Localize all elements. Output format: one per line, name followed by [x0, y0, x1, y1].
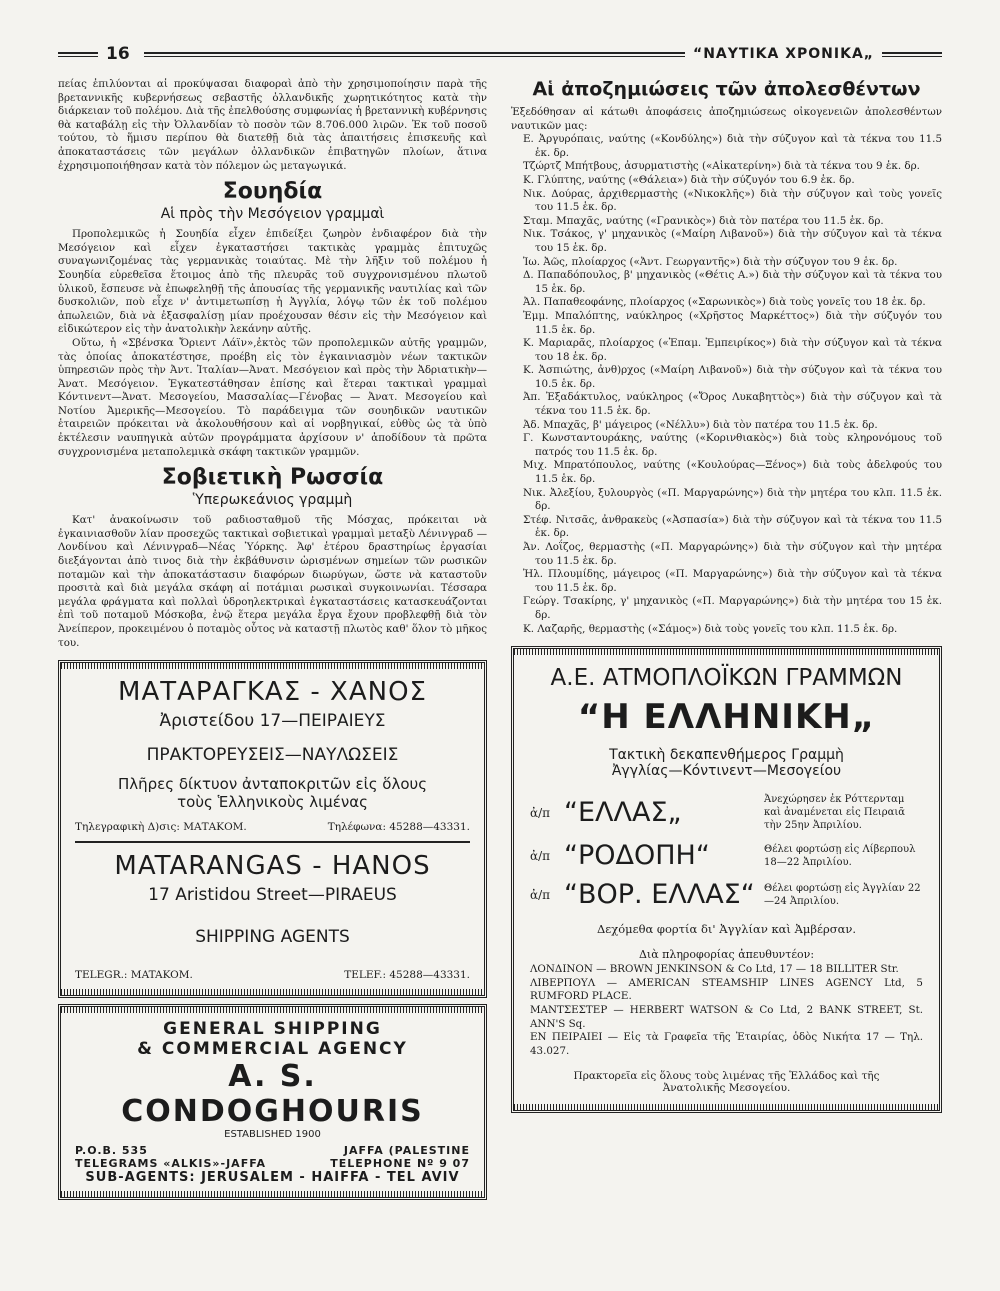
ad-cond-telephone: TELEPHONE Nº 9 07: [330, 1157, 470, 1171]
claim-entry: Δ. Παπαδόπουλος, β' μηχανικὸς («Θέτις Α.») διὰ τὴν σύζυγον καὶ τὰ τέκνα του 15 ἑκ. δρ.: [523, 269, 942, 295]
ship-note: Θέλει φορτώσῃ εἰς Ἀγγλίαν 22—24 Ἀπριλίου.: [764, 882, 921, 907]
ad-border-hatch: [61, 1191, 484, 1197]
ad-cond-line1: GENERAL SHIPPING: [163, 1019, 382, 1040]
claim-entry: Νικ. Τσάκος, γ' μηχανικὸς («Μαίρη Λιβανοῦ») διὰ τὴν σύζυγον καὶ τὰ τέκνα του 15 ἑκ. δρ.: [523, 228, 942, 254]
ship-row: [530, 840, 923, 871]
ship-prefix: ἀ/π: [530, 848, 551, 863]
ad-hell-footer: Πρακτορεῖα εἰς ὅλους τοὺς λιμένας τῆς Ἑλλάδος καὶ τῆς Ἀνατολικῆς Μεσογείου.: [573, 1070, 880, 1095]
claims-heading: Αἱ ἀποζημιώσεις τῶν ἀπολεσθέντων: [532, 78, 921, 100]
ship-row: [530, 793, 923, 832]
ship-prefix: ἀ/π: [530, 887, 551, 902]
russia-paragraph: Κατ' ἀνακοίνωσιν τοῦ ραδιοσταθμοῦ τῆς Μόσχας, πρόκειται νὰ ἐγκαινιασθοῦν λίαν προσεχῶς τακτικαὶ σοβιετικαὶ γραμμαὶ μεταξὺ Λένινγραδ —Λονδίνου καὶ Λένινγραδ—Νέας Ὑόρκης. Ἀφ' ἑτέρου δραστηρίως ἐργασίαι διεξάγονται ἀπὸ τινος διὰ τὴν ἐκβάθυνσιν ὡρισμένων σημείων τῶν ρωσικῶν ποταμῶν καὶ τὴν ἀποκατάστασιν διαφόρων διωρύγων, ὥστε νὰ καταστοῦν προσιτὰ καὶ διὰ μεγάλα σκάφη αἱ ποτάμιαι ρωσικαὶ συγκοινωνίαι. Τέσσαρα μεγάλα φράγματα καὶ πολλαὶ ὑδροηλεκτρικαὶ ἐγκαταστάσεις κατασκευάζονται ἐπὶ τοῦ ποταμοῦ Μόσκοβα, ἐνῷ ἕτερα μεγάλα ἔργα ἔχουν προβλεφθῇ διὰ τὸν Ἀνείπερον, προκειμένου ὁ ποταμὸς οὗτος νὰ καταστῇ πλωτὸς καθ' ὅλον τὸ μῆκος του.: [58, 514, 487, 649]
ad-border-hatch: [514, 1104, 939, 1110]
page-number: 16: [58, 44, 130, 64]
ad-cond-row2: [75, 1157, 470, 1170]
ad-hell-line-type: Τακτικὴ δεκαπενθήμερος Γραμμὴ: [609, 747, 844, 764]
head-rule: [144, 52, 685, 57]
ad-cond-established: ESTABLISHED 1900: [224, 1129, 321, 1141]
ad-name-english: MATARANGAS - HANOS: [114, 851, 431, 882]
claim-entry: Κ. Ἀσπιώτης, ἀνθ)ρχος («Μαίρη Λιβανοῦ») διὰ τὴν σύζυγον καὶ τὰ τέκνα του 10.5 ἑκ. δρ.: [523, 364, 942, 390]
ad-hell-cargo: Δεχόμεθα φορτία δι' Ἀγγλίαν καὶ Ἀμβέρσαν.: [597, 922, 856, 937]
russia-subheading: Ὑπερωκεάνιος γραμμὴ: [192, 492, 353, 509]
ad-services-greek: ΠΡΑΚΤΟΡΕΥΣΕΙΣ—ΝΑΥΛΩΣΕΙΣ: [146, 745, 399, 766]
sweden-subheading: Αἱ πρὸς τὴν Μεσόγειον γραμμαὶ: [160, 206, 385, 223]
ship-row: [530, 879, 923, 910]
left-column: [58, 78, 487, 1200]
agent-entry: ΛΙΒΕΡΠΟΥΛ — AMERICAN STEAMSHIP LINES AGENCY Ltd, 5 RUMFORD PLACE.: [530, 976, 923, 1003]
ad-hell-brand: “Η ΕΛΛΗΝΙΚΗ„: [577, 697, 876, 738]
claim-entry: Στέφ. Νιτσᾶς, ἀνθρακεὺς («Ἀσπασία») διὰ τὴν σύζυγον καὶ τὰ τέκνα του 11.5 ἑκ. δρ.: [523, 513, 942, 540]
claim-entry: Ἠλ. Πλουμίδης, μάγειρος («Π. Μαργαρώνης») διὰ τὴν σύζυγον καὶ τὰ τέκνα του 11.5 ἑκ. δρ.: [523, 568, 942, 594]
agent-entry: ΛΟΝΔΙΝΟΝ — BROWN JENKINSON & Co Ltd, 17 — 18 BILLITER Str.: [530, 963, 899, 976]
ad-condoghouris: [58, 1004, 487, 1200]
claims-list: [511, 133, 942, 636]
ad-contact-greek: [75, 821, 470, 833]
ad-services-english: SHIPPING AGENTS: [195, 927, 350, 948]
ad-hell-company: Α.Ε. ΑΤΜΟΠΛΟΪΚΩΝ ΓΡΑΜΜΩΝ: [550, 665, 903, 692]
claim-entry: Ἐμμ. Μπαλόπτης, ναύκληρος («Χρῆστος Μαρκέττος») διὰ τὴν σύζυγόν του 11.5 ἑκ. δρ.: [523, 309, 942, 336]
agent-entry: ΕΝ ΠΕΙΡΑΙΕΙ — Εἰς τὰ Γραφεῖα τῆς Ἑταιρίας, ὁδὸς Νικήτα 17 — Τηλ. 43.027.: [530, 1031, 923, 1057]
ad-hell-info-head: Διὰ πληροφορίας ἀπευθυντέον:: [638, 948, 815, 962]
ad-network-greek: Πλῆρες δίκτυον ἀνταποκριτῶν εἰς ὅλους τοὺς Ἑλληνικοὺς λιμένας: [117, 775, 428, 812]
claim-entry: Γ. Κωνσταντουράκης, ναύτης («Κορινθιακὸς») διὰ τοὺς κληρονόμους τοῦ πατρός του 11.5 ἑκ. δρ.: [523, 432, 942, 458]
ad-phone-english: TELEF.: 45288—43331.: [344, 969, 470, 982]
sweden-heading: Σουηδία: [222, 179, 323, 205]
claims-intro: Ἐξεδόθησαν αἱ κάτωθι ἀποφάσεις ἀποζημιώσεως οἰκογενειῶν ἀπολεσθέντων ναυτικῶν μας:: [511, 106, 942, 132]
claim-entry: Κ. Γλύπτης, ναύτης («Θάλεια») διὰ τὴν σύζυγόν του 6.9 ἑκ. δρ.: [523, 173, 855, 186]
claim-entry: Μιχ. Μπρατόπουλος, ναύτης («Κουλούρας—Ξένος») διὰ τοὺς ἀδελφούς του 11.5 ἑκ. δρ.: [523, 459, 942, 486]
ship-name: “ΒΟΡ. ΕΛΛΑΣ“: [564, 879, 755, 911]
right-column: [511, 78, 942, 1200]
ad-cond-city: JAFFA (PALESTINE: [343, 1144, 470, 1158]
claim-entry: Τζώρτζ Μπήτβους, ἀσυρματιστὴς («Αἰκατερίνη») διὰ τὰ τέκνα του 9 ἑκ. δρ.: [523, 160, 920, 173]
ad-address-greek: Ἀριστείδου 17—ΠΕΙΡΑΙΕΥΣ: [159, 711, 386, 732]
claim-entry: Ε. Ἀργυρόπαις, ναύτης («Κονδύλης») διὰ τὴν σύζυγον καὶ τὰ τέκνα του 11.5 ἑκ. δρ.: [523, 133, 942, 159]
ad-phone-greek: Τηλέφωνα: 45288—43331.: [327, 821, 470, 834]
claim-entry: Νικ. Ἀλεξίου, ξυλουργὸς («Π. Μαργαρώνης») διὰ τὴν μητέρα του κλπ. 11.5 ἑκ. δρ.: [523, 486, 942, 513]
ad-cond-row1: [75, 1144, 470, 1157]
ad-name-greek: ΜΑΤΑΡΑΓΚΑΣ - ΧΑΝΟΣ: [118, 677, 427, 708]
ad-telegraph-english: TELEGR.: MATAKOM.: [75, 969, 193, 982]
ad-hell-route: Ἀγγλίας—Κόντινεντ—Μεσογείου: [611, 763, 842, 780]
ad-cond-telegrams: TELEGRAMS «ALKIS»-JAFFA: [75, 1157, 266, 1171]
masthead: “ΝΑΥΤΙΚΑ ΧΡΟΝΙΚΑ„: [693, 46, 874, 62]
ad-cond-pob: P.O.B. 535: [75, 1144, 148, 1158]
ad-cond-subagents: SUB-AGENTS: JERUSALEM - HAIFFA - TEL AVIV: [85, 1170, 460, 1186]
claim-entry: Ἀπ. Ἐξαδάκτυλος, ναύκληρος («Ὄρος Λυκαβηττὸς») διὰ τὴν σύζυγον καὶ τὰ τέκνα του 11.5 ἑκ. δρ.: [523, 391, 942, 418]
sweden-paragraph: Οὕτω, ἡ «Σβένσκα Ὄριεντ Λάϊν»,ἐκτὸς τῶν προπολεμικῶν αὐτῆς γραμμῶν, τὰς ὁποίας ἀποκατέστησε, προέβη εἰς τὸν ἐγκαινιασμὸν νέων τακτικῶν ὑπηρεσιῶν πρὸς τὴν Ἀντ. Ἰταλίαν—Ἀνατ. Μεσόγειον καὶ πρὸς τὴν Ἀδριατικὴν—Ἀνατ. Μεσόγειον. Ἐγκατεστάθησαν ἐπίσης καὶ ἕτεραι τακτικαὶ γραμμαὶ Κόντινεντ—Ἀνατ. Μεσογείου, Μασσαλίας—Γένοβας — Ἀνατ. Μεσογείου καὶ Νοτίου Ἀμερικῆς—Μεσογείου. Τὸ παράδειγμα τῶν σουηδικῶν ναυτικῶν ἑταιρειῶν πρόκειται νὰ ἀκολουθήσουν καὶ αἱ νορβηγικαί, εὐθὺς ὡς τὰ ὑπὸ ἐκτέλεσιν ναυπηγικὰ αὐτῶν προγράμματα ἀρχίσουν ν' ἀποδίδουν τὰ πρῶτα συγχρονισμένα μεταπολεμικὰ σκάφη τακτικῶν γραμμῶν.: [58, 336, 487, 458]
running-head: [58, 40, 942, 68]
ship-note: Ἀνεχώρησεν ἐκ Ρόττερνταμ καὶ ἀναμένεται εἰς Πειραιᾶ τὴν 25ην Ἀπριλίου.: [764, 794, 906, 832]
sweden-paragraph: Προπολεμικῶς ἡ Σουηδία εἶχεν ἐπιδείξει ζωηρὸν ἐνδιαφέρον διὰ τὴν Μεσόγειον καὶ εἶχεν ἐγκαταστήσει τακτικὰς γραμμὰς ἐπιτυχῶς συναγωνιζομένας τὰς γερμανικὰς τοιαύτας. Μὲ τὴν λῆξιν τοῦ πολέμου ἡ Σουηδία εὑρεθεῖσα ἕτοιμος ἀπὸ τῆς πλευρᾶς τοῦ συγχρονισμένου πλωτοῦ ὑλικοῦ, ἔσπευσε νὰ ἐπωφεληθῇ τῆς ἀπουσίας τῆς γερμανικῆς ναυτιλίας καὶ τῶν δυσκολιῶν, ποὺ εἶχε ν' ἀντιμετωπίσῃ ἡ Ἀγγλία, λόγῳ τῶν ἐκ τοῦ πολέμου ἀπωλειῶν, διὰ νὰ ἐξασφαλίσῃ μίαν προέχουσαν θέσιν εἰς τὴν Μεσόγειον καὶ εἰδικώτερον εἰς τὴν ἀνατολικὴν λεκάνην αὐτῆς.: [58, 228, 487, 336]
head-rule-tail: [882, 52, 942, 57]
claim-entry: Νικ. Δούρας, ἀρχιθερμαστὴς («Νικοκλῆς») διὰ τὴν σύζυγον καὶ τοὺς γονεῖς του 11.5 ἑκ. δρ.: [523, 187, 942, 214]
claim-entry: Ἀδ. Μπαχᾶς, β' μάγειρος («Νέλλυ») διὰ τὸν πατέρα του 11.5 ἑκ. δρ.: [523, 418, 878, 431]
ad-elliniki: [511, 646, 942, 1113]
ad-address-english: 17 Aristidou Street—PIRAEUS: [148, 885, 397, 906]
claim-entry: Ἰω. Ἀῶς, πλοίαρχος («Ἀντ. Γεωργαντῆς») διὰ τὴν σύζυγον του 9 ἑκ. δρ.: [523, 255, 898, 268]
ad-divider: [75, 841, 470, 843]
ad-cond-line2: & COMMERCIAL AGENCY: [137, 1039, 408, 1060]
ad-telegraph-greek: Τηλεγραφικὴ Δ)σις: ΜΑΤΑΚΟΜ.: [75, 821, 247, 834]
ship-note: Θέλει φορτώσῃ εἰς Λίβερπουλ 18—22 Ἀπριλίου.: [764, 843, 916, 868]
columns: [58, 78, 942, 1200]
claim-entry: Ἀν. Λοΐζος, θερμαστὴς («Π. Μαργαρώνης») διὰ τὴν σύζυγον καὶ τὴν μητέρα του 11.5 ἑκ. δρ.: [523, 541, 942, 567]
agent-entry: ΜΑΝΤΣΕΣΤΕΡ — HERBERT WATSON & Co Ltd, 2 BANK STREET, St. ANN'S Sq.: [530, 1003, 923, 1030]
ad-border-hatch: [61, 989, 484, 995]
claim-entry: Σταμ. Μπαχᾶς, ναύτης («Γρανικὸς») διὰ τὸν πατέρα του 11.5 ἑκ. δρ.: [523, 214, 884, 227]
claim-entry: Ἀλ. Παπαθεοφάνης, πλοίαρχος («Σαρωνικὸς») διὰ τοὺς γονεῖς του 18 ἑκ. δρ.: [523, 296, 926, 309]
ship-name: “ΕΛΛΑΣ„: [564, 797, 682, 829]
ship-name: “ΡΟΔΟΠΗ“: [564, 840, 710, 872]
claim-entry: Κ. Λαζαρῆς, θερμαστὴς («Σάμος») διὰ τοὺς γονεῖς του κλπ. 11.5 ἑκ. δρ.: [523, 622, 898, 635]
russia-heading: Σοβιετικὴ Ρωσσία: [161, 465, 384, 491]
ad-mataragkas: [58, 660, 487, 998]
claim-entry: Κ. Μαριαρᾶς, πλοίαρχος («Ἐπαμ. Ἐμπειρίκος») διὰ τὴν σύζυγον καὶ τὰ τέκνα του 18 ἑκ. δρ.: [523, 337, 942, 363]
ship-prefix: ἀ/π: [530, 805, 551, 820]
ad-cond-name: A. S. CONDOGHOURIS: [121, 1059, 424, 1130]
ad-contact-english: [75, 969, 470, 981]
ad-hell-agents: [530, 948, 923, 1058]
claim-entry: Γεώργ. Τσακίρης, γ' μηχανικὸς («Π. Μαργαρώνης») διὰ τὴν μητέρα του 15 ἑκ. δρ.: [523, 595, 942, 621]
intro-paragraph: πείας ἐπιλύονται αἱ προκύψασαι διαφοραὶ ἀπὸ τὴν χρησιμοποίησιν παρὰ τῆς βρεταννικῆς κυβερνήσεως σεβαστῆς ὀλλανδικῆς χωρητικότητος κατὰ τὴν διάρκειαν τοῦ πολέμου. Διὰ τῆς ἐπελθούσης συμφωνίας ἡ βρεταννικὴ κυβέρνησις θὰ καταβάλῃ εἰς τὴν Ὀλλανδίαν τὸ ποσὸν τῶν 8.706.000 λιρῶν. Ἐκ τοῦ ποσοῦ τούτου, τὸ ἥμισυ περίπου θὰ διατεθῇ διὰ τὰς ἀπαιτήσεις ἐπισκευῆς καὶ ἀποκαταστάσεις τῶν μεγάλων ὀλλανδικῶν ἐπιβατηγῶν πλοίων, ἅτινα ἐχρησιμοποιήθησαν κατὰ τὸν πόλεμον ὡς μεταγωγικά.: [58, 78, 487, 172]
